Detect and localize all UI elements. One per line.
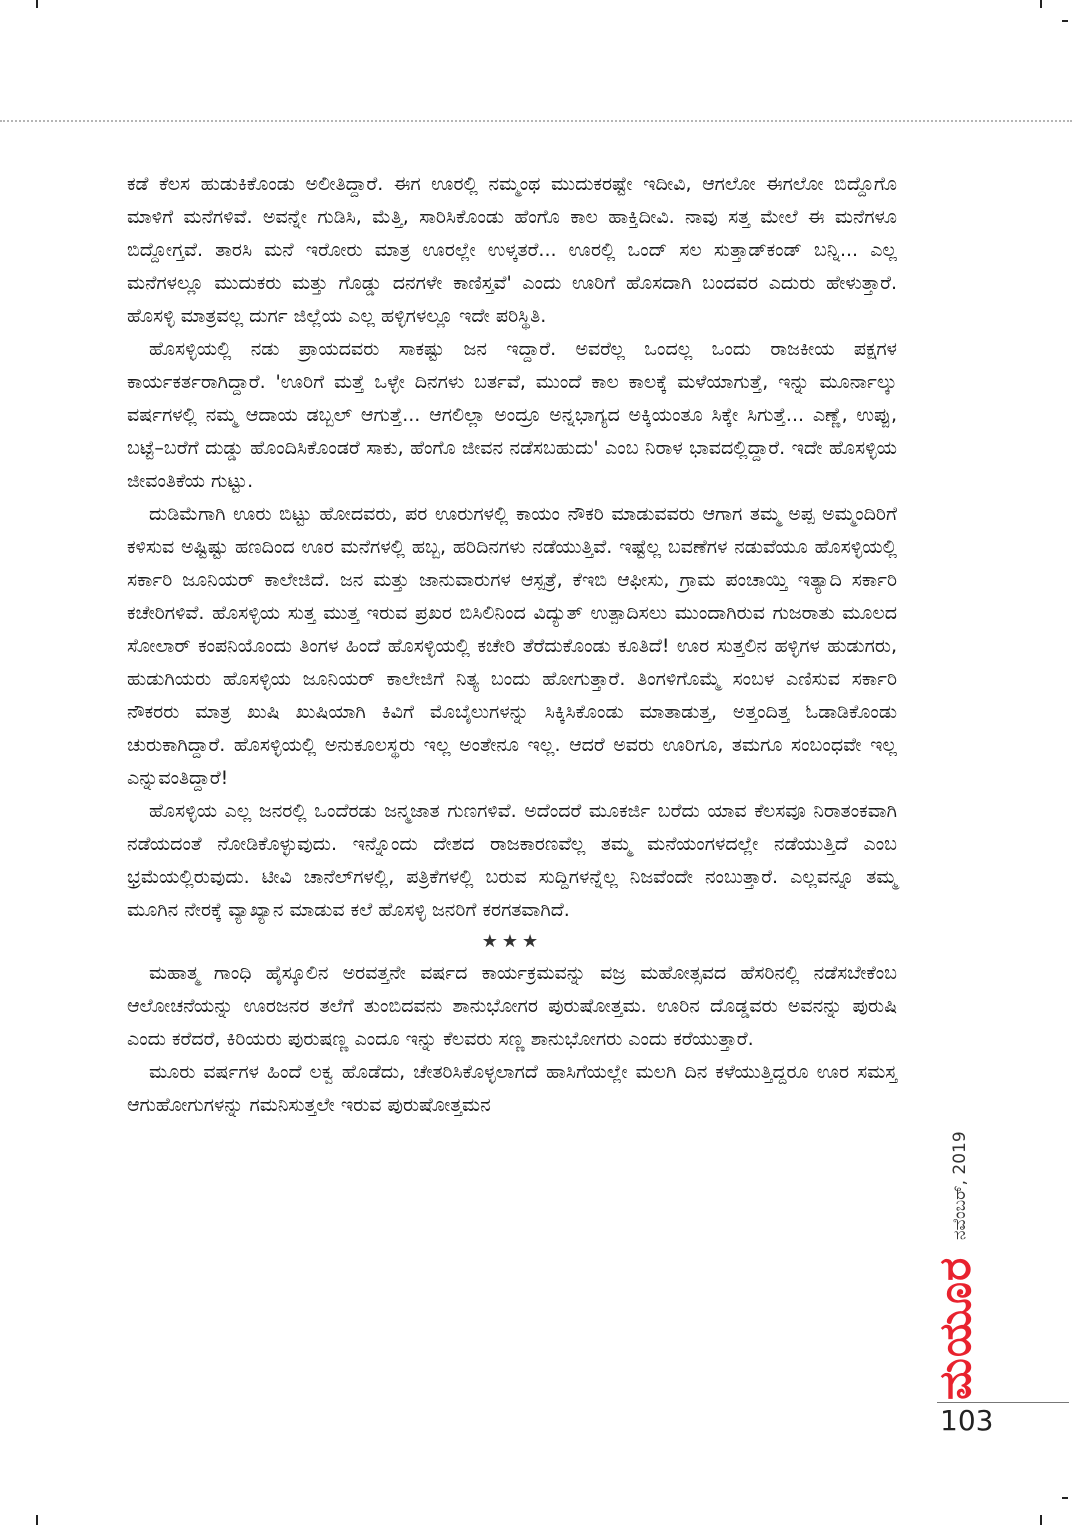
- paragraph: ಕಡೆ ಕೆಲಸ ಹುಡುಕಿಕೊಂಡು ಅಲೀತಿದ್ದಾರೆ. ಈಗ ಊರಲ್ಲಿ ನಮ್ಮಂಥ ಮುದುಕರಷ್ಟೇ ಇದೀವಿ, ಆಗಲೋ ಈಗಲೋ ಬಿದ್ದೊಗೊ ಮಾಳಿಗೆ ಮನೆಗಳಿವೆ. ಅವನ್ನೇ ಗುಡಿಸಿ, ಮೆತ್ತಿ, ಸಾರಿಸಿಕೊಂಡು ಹೆಂಗೊ ಕಾಲ ಹಾಕ್ತಿದೀವಿ. ನಾವು ಸತ್ತ ಮೇಲೆ ಈ ಮನೆಗಳೂ ಬಿದ್ದೋಗ್ತವೆ. ತಾರಸಿ ಮನೆ ಇರೋರು ಮಾತ್ರ ಊರಲ್ಲೇ ಉಳ್ಕತರೆ... ಊರಲ್ಲಿ ಒಂದ್ ಸಲ ಸುತ್ತಾಡ್‌ಕಂಡ್ ಬನ್ನಿ... ಎಲ್ಲ ಮನೆಗಳಲ್ಲೂ ಮುದುಕರು ಮತ್ತು ಗೊಡ್ಡು ದನಗಳೇ ಕಾಣಿಸ್ತವೆ' ಎಂದು ಊರಿಗೆ ಹೊಸದಾಗಿ ಬಂದವರ ಎದುರು ಹೇಳುತ್ತಾರೆ. ಹೊಸಳ್ಳಿ ಮಾತ್ರವಲ್ಲ ದುರ್ಗ ಜಿಲ್ಲೆಯ ಎಲ್ಲ ಹಳ್ಳಿಗಳಲ್ಲೂ ಇದೇ ಪರಿಸ್ಥಿತಿ.: [127, 173, 897, 327]
- paragraph: ಮೂರು ವರ್ಷಗಳ ಹಿಂದೆ ಲಕ್ವ ಹೊಡೆದು, ಚೇತರಿಸಿಕೊಳ್ಳಲಾಗದೆ ಹಾಸಿಗೆಯಲ್ಲೇ ಮಲಗಿ ದಿನ ಕಳೆಯುತ್ತಿದ್ದರೂ ಊರ ಸಮಸ್ತ ಆಗುಹೋಗುಗಳನ್ನು ಗಮನಿಸುತ್ತಲೇ ಇರುವ ಪುರುಷೋತ್ತಮನ: [127, 1061, 897, 1116]
- crop-mark-top-right: [1040, 0, 1042, 8]
- article-body: [127, 168, 897, 1122]
- issue-date: ನವೆಂಬರ್, 2019: [950, 1131, 970, 1240]
- crop-mark-top-left: [36, 0, 38, 8]
- page-number-rule: [937, 1402, 1069, 1403]
- crop-mark-bottom-left: [36, 1515, 38, 1525]
- crop-mark-right-top: [1062, 20, 1068, 22]
- paragraph: ಹೊಸಳ್ಳಿಯ ಎಲ್ಲ ಜನರಲ್ಲಿ ಒಂದೆರಡು ಜನ್ಮಜಾತ ಗುಣಗಳಿವೆ. ಅದೆಂದರೆ ಮೂಕರ್ಜಿ ಬರೆದು ಯಾವ ಕೆಲಸವೂ ನಿರಾತಂಕವಾಗಿ ನಡೆಯದಂತೆ ನೋಡಿಕೊಳ್ಳುವುದು. ಇನ್ನೊಂದು ದೇಶದ ರಾಜಕಾರಣವೆಲ್ಲ ತಮ್ಮ ಮನೆಯಂಗಳದಲ್ಲೇ ನಡೆಯುತ್ತಿದೆ ಎಂಬ ಭ್ರಮೆಯಲ್ಲಿರುವುದು. ಟೀವಿ ಚಾನೆಲ್‌ಗಳಲ್ಲಿ, ಪತ್ರಿಕೆಗಳಲ್ಲಿ ಬರುವ ಸುದ್ದಿಗಳನ್ನೆಲ್ಲ ನಿಜವೆಂದೇ ನಂಬುತ್ತಾರೆ. ಎಲ್ಲವನ್ನೂ ತಮ್ಮ ಮೂಗಿನ ನೇರಕ್ಕೆ ವ್ಯಾಖ್ಯಾನ ಮಾಡುವ ಕಲೆ ಹೊಸಳ್ಳಿ ಜನರಿಗೆ ಕರಗತವಾಗಿದೆ.: [127, 800, 897, 921]
- crop-mark-right-bottom: [1062, 1497, 1068, 1499]
- section-separator: ★★★: [481, 931, 543, 952]
- paragraph: ಹೊಸಳ್ಳಿಯಲ್ಲಿ ನಡು ಪ್ರಾಯದವರು ಸಾಕಷ್ಟು ಜನ ಇದ್ದಾರೆ. ಅವರೆಲ್ಲ ಒಂದಲ್ಲ ಒಂದು ರಾಜಕೀಯ ಪಕ್ಷಗಳ ಕಾರ್ಯಕರ್ತರಾಗಿದ್ದಾರೆ. 'ಊರಿಗೆ ಮತ್ತೆ ಒಳ್ಳೇ ದಿನಗಳು ಬರ್ತವೆ, ಮುಂದೆ ಕಾಲ ಕಾಲಕ್ಕೆ ಮಳೆಯಾಗುತ್ತೆ, ಇನ್ನು ಮೂರ್ನಾಲ್ಕು ವರ್ಷಗಳಲ್ಲಿ ನಮ್ಮ ಆದಾಯ ಡಬ್ಬಲ್ ಆಗುತ್ತೆ... ಆಗಲಿಲ್ಲಾ ಅಂದ್ರೂ ಅನ್ನಭಾಗ್ಯದ ಅಕ್ಕಿಯಂತೂ ಸಿಕ್ಕೇ ಸಿಗುತ್ತೆ... ಎಣ್ಣೆ, ಉಪ್ಪು, ಬಟ್ಟೆ–ಬರೆಗೆ ದುಡ್ಡು ಹೊಂದಿಸಿಕೊಂಡರೆ ಸಾಕು, ಹೆಂಗೊ ಜೀವನ ನಡೆಸಬಹುದು' ಎಂಬ ನಿರಾಳ ಭಾವದಲ್ಲಿದ್ದಾರೆ. ಇದೇ ಹೊಸಳ್ಳಿಯ ಜೀವಂತಿಕೆಯ ಗುಟ್ಟು.: [127, 338, 897, 492]
- page-number: 103: [940, 1404, 994, 1437]
- crop-mark-bottom-right: [1040, 1515, 1042, 1525]
- magazine-logo: ಮಯೂರ: [930, 1256, 981, 1400]
- paragraph: ಮಹಾತ್ಮ ಗಾಂಧಿ ಹೈಸ್ಕೂಲಿನ ಅರವತ್ತನೇ ವರ್ಷದ ಕಾರ್ಯಕ್ರಮವನ್ನು ವಜ್ರ ಮಹೋತ್ಸವದ ಹೆಸರಿನಲ್ಲಿ ನಡೆಸಬೇಕೆಂಬ ಆಲೋಚನೆಯನ್ನು ಊರಜನರ ತಲೆಗೆ ತುಂಬಿದವನು ಶಾನುಭೋಗರ ಪುರುಷೋತ್ತಮ. ಊರಿನ ದೊಡ್ಡವರು ಅವನನ್ನು ಪುರುಷಿ ಎಂದು ಕರೆದರೆ, ಕಿರಿಯರು ಪುರುಷಣ್ಣ ಎಂದೂ ಇನ್ನು ಕೆಲವರು ಸಣ್ಣ ಶಾನುಭೋಗರು ಎಂದು ಕರೆಯುತ್ತಾರೆ.: [127, 962, 897, 1050]
- header-dotted-rule: [0, 120, 1072, 122]
- paragraph: ದುಡಿಮೆಗಾಗಿ ಊರು ಬಿಟ್ಟು ಹೋದವರು, ಪರ ಊರುಗಳಲ್ಲಿ ಕಾಯಂ ನೌಕರಿ ಮಾಡುವವರು ಆಗಾಗ ತಮ್ಮ ಅಪ್ಪ ಅಮ್ಮಂದಿರಿಗೆ ಕಳಿಸುವ ಅಷ್ಟಿಷ್ಟು ಹಣದಿಂದ ಊರ ಮನೆಗಳಲ್ಲಿ ಹಬ್ಬ, ಹರಿದಿನಗಳು ನಡೆಯುತ್ತಿವೆ. ಇಷ್ಟೆಲ್ಲ ಬವಣೆಗಳ ನಡುವೆಯೂ ಹೊಸಳ್ಳಿಯಲ್ಲಿ ಸರ್ಕಾರಿ ಜೂನಿಯರ್ ಕಾಲೇಜಿದೆ. ಜನ ಮತ್ತು ಜಾನುವಾರುಗಳ ಆಸ್ಪತ್ರೆ, ಕೆಇಬಿ ಆಫೀಸು, ಗ್ರಾಮ ಪಂಚಾಯ್ತಿ ಇತ್ಯಾದಿ ಸರ್ಕಾರಿ ಕಚೇರಿಗಳಿವೆ. ಹೊಸಳ್ಳಿಯ ಸುತ್ತ ಮುತ್ತ ಇರುವ ಪ್ರಖರ ಬಿಸಿಲಿನಿಂದ ವಿದ್ಯುತ್ ಉತ್ಪಾದಿಸಲು ಮುಂದಾಗಿರುವ ಗುಜರಾತು ಮೂಲದ ಸೋಲಾರ್ ಕಂಪನಿಯೊಂದು ತಿಂಗಳ ಹಿಂದೆ ಹೊಸಳ್ಳಿಯಲ್ಲಿ ಕಚೇರಿ ತೆರೆದುಕೊಂಡು ಕೂತಿದೆ! ಊರ ಸುತ್ತಲಿನ ಹಳ್ಳಿಗಳ ಹುಡುಗರು, ಹುಡುಗಿಯರು ಹೊಸಳ್ಳಿಯ ಜೂನಿಯರ್ ಕಾಲೇಜಿಗೆ ನಿತ್ಯ ಬಂದು ಹೋಗುತ್ತಾರೆ. ತಿಂಗಳಿಗೊಮ್ಮೆ ಸಂಬಳ ಎಣಿಸುವ ಸರ್ಕಾರಿ ನೌಕರರು ಮಾತ್ರ ಖುಷಿ ಖುಷಿಯಾಗಿ ಕಿವಿಗೆ ಮೊಬೈಲುಗಳನ್ನು ಸಿಕ್ಕಿಸಿಕೊಂಡು ಮಾತಾಡುತ್ತ, ಅತ್ತಂದಿತ್ತ ಓಡಾಡಿಕೊಂಡು ಚುರುಕಾಗಿದ್ದಾರೆ. ಹೊಸಳ್ಳಿಯಲ್ಲಿ ಅನುಕೂಲಸ್ಥರು ಇಲ್ಲ ಅಂತೇನೂ ಇಲ್ಲ. ಆದರೆ ಅವರು ಊರಿಗೂ, ತಮಗೂ ಸಂಬಂಧವೇ ಇಲ್ಲ ಎನ್ನುವಂತಿದ್ದಾರೆ!: [127, 503, 897, 789]
